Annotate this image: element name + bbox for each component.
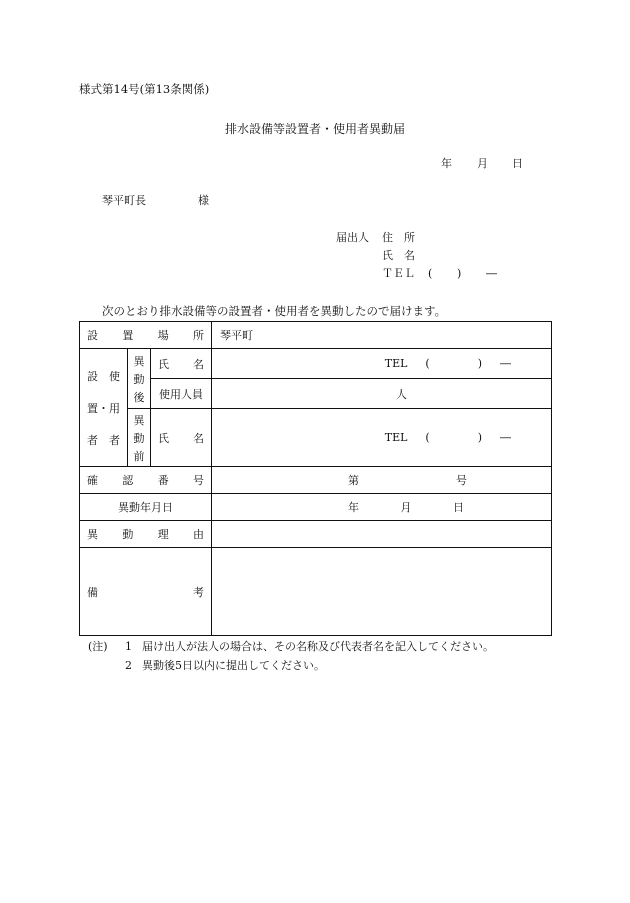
after-char: 異 bbox=[133, 354, 145, 368]
label-char: 番 bbox=[157, 474, 169, 487]
date-month-label: 月 bbox=[477, 157, 488, 170]
remarks-label-cell bbox=[80, 548, 212, 636]
before-char: 異 bbox=[133, 413, 145, 427]
applicant-label: 届出人 bbox=[336, 231, 369, 244]
before-tel-open: ( bbox=[425, 431, 430, 444]
before-char: 前 bbox=[133, 449, 145, 463]
role-char: 使 bbox=[109, 369, 120, 383]
label-char: 設 bbox=[87, 329, 98, 342]
after-tel-dash: ― bbox=[500, 357, 511, 370]
role-char: 者 bbox=[109, 433, 120, 447]
confirm-value[interactable] bbox=[212, 467, 552, 494]
location-value[interactable]: 琴平町 bbox=[212, 322, 552, 349]
label-char: 所 bbox=[193, 329, 205, 342]
location-label bbox=[80, 327, 211, 343]
addressee-honorific: 様 bbox=[198, 194, 209, 207]
after-name-label-cell bbox=[151, 349, 212, 379]
before-name-label bbox=[151, 430, 211, 446]
role-char: 置・用 bbox=[87, 401, 120, 415]
applicant-name-label: 氏 名 bbox=[382, 249, 415, 262]
applicant-tel-label: ＴＥＬ bbox=[382, 267, 415, 280]
before-name-row bbox=[80, 409, 552, 467]
label-char: 認 bbox=[122, 474, 134, 487]
label-char: 理 bbox=[157, 528, 169, 541]
change-date-row bbox=[80, 494, 552, 521]
label-char: 考 bbox=[193, 585, 205, 599]
change-form-table bbox=[79, 321, 552, 636]
before-label-cell bbox=[128, 409, 151, 467]
after-tel-open: ( bbox=[425, 357, 430, 370]
after-tel-close: ) bbox=[477, 357, 482, 370]
label-char: 名 bbox=[193, 357, 205, 371]
location-label-cell bbox=[80, 322, 212, 349]
addressee-name: 琴平町長 bbox=[102, 194, 146, 207]
users-label: 使用人員 bbox=[151, 379, 212, 409]
confirm-label-cell bbox=[80, 467, 212, 494]
change-year: 年 bbox=[348, 501, 360, 514]
label-char: 名 bbox=[193, 431, 205, 445]
after-name-label bbox=[151, 356, 211, 372]
applicant-address-label: 住 所 bbox=[382, 231, 415, 244]
confirm-row bbox=[80, 467, 552, 494]
confirm-suffix: 号 bbox=[456, 474, 467, 487]
role-char: 設 bbox=[87, 369, 98, 383]
applicant-tel-dash: ― bbox=[486, 267, 497, 280]
persons-unit: 人 bbox=[396, 387, 408, 401]
remarks-row bbox=[80, 548, 552, 636]
before-char: 動 bbox=[133, 431, 145, 445]
label-char: 氏 bbox=[158, 357, 169, 371]
document-title: 排水設備等設置者・使用者異動届 bbox=[224, 122, 405, 136]
before-tel-dash: ― bbox=[500, 431, 511, 444]
reason-value[interactable] bbox=[212, 521, 552, 548]
before-label bbox=[128, 412, 150, 464]
users-row bbox=[80, 379, 552, 409]
intro-text: 次のとおり排水設備等の設置者・使用者を異動したので届けます。 bbox=[102, 304, 447, 318]
location-row bbox=[80, 322, 552, 349]
reason-label bbox=[80, 526, 211, 542]
after-name-value[interactable] bbox=[212, 349, 552, 379]
after-tel-label: TEL bbox=[384, 357, 408, 370]
after-name-row bbox=[80, 349, 552, 379]
note-2-number: 2 bbox=[125, 659, 132, 672]
after-char: 動 bbox=[133, 372, 145, 386]
date-year-label: 年 bbox=[441, 157, 452, 170]
notes-prefix: (注) bbox=[88, 640, 108, 653]
before-tel-blank bbox=[448, 431, 460, 444]
label-char: 号 bbox=[193, 474, 205, 487]
label-char: 置 bbox=[122, 329, 134, 342]
form-number: 様式第14号(第13条関係) bbox=[79, 82, 210, 96]
label-char: 動 bbox=[122, 528, 134, 541]
after-tel-blank bbox=[448, 357, 460, 370]
change-date-label: 異動年月日 bbox=[80, 494, 212, 521]
date-day-label: 日 bbox=[512, 157, 523, 170]
remarks-value[interactable] bbox=[212, 548, 552, 636]
users-value[interactable] bbox=[212, 379, 552, 409]
remarks-label bbox=[80, 584, 211, 600]
before-tel-close: ) bbox=[477, 431, 482, 444]
label-char: 氏 bbox=[158, 431, 169, 445]
role-char: 者 bbox=[87, 433, 98, 447]
label-char: 確 bbox=[87, 474, 98, 487]
note-2-text: 異動後5日以内に提出してください。 bbox=[142, 659, 325, 672]
label-char: 異 bbox=[87, 528, 98, 541]
after-label-cell bbox=[128, 349, 151, 409]
reason-row bbox=[80, 521, 552, 548]
role-label-cell bbox=[80, 349, 128, 467]
label-char: 備 bbox=[87, 585, 98, 599]
change-day: 日 bbox=[453, 501, 464, 514]
after-tel bbox=[212, 357, 551, 370]
applicant-tel-close: ) bbox=[457, 267, 462, 280]
before-tel bbox=[212, 431, 551, 444]
change-month: 月 bbox=[400, 501, 412, 514]
applicant-tel-open: ( bbox=[428, 267, 433, 280]
role-label bbox=[80, 368, 127, 448]
before-name-value[interactable] bbox=[212, 409, 552, 467]
confirm-label bbox=[80, 472, 211, 488]
reason-label-cell bbox=[80, 521, 212, 548]
note-1-text: 届け出人が法人の場合は、その名称及び代表者名を記入してください。 bbox=[142, 640, 494, 653]
after-label bbox=[128, 353, 150, 405]
label-char: 由 bbox=[193, 528, 205, 541]
label-char: 場 bbox=[157, 329, 169, 342]
change-date-value[interactable] bbox=[212, 494, 552, 521]
note-1-number: 1 bbox=[125, 640, 132, 653]
before-tel-label: TEL bbox=[384, 431, 408, 444]
before-name-label-cell bbox=[151, 409, 212, 467]
confirm-prefix: 第 bbox=[348, 474, 360, 487]
after-char: 後 bbox=[133, 390, 145, 404]
